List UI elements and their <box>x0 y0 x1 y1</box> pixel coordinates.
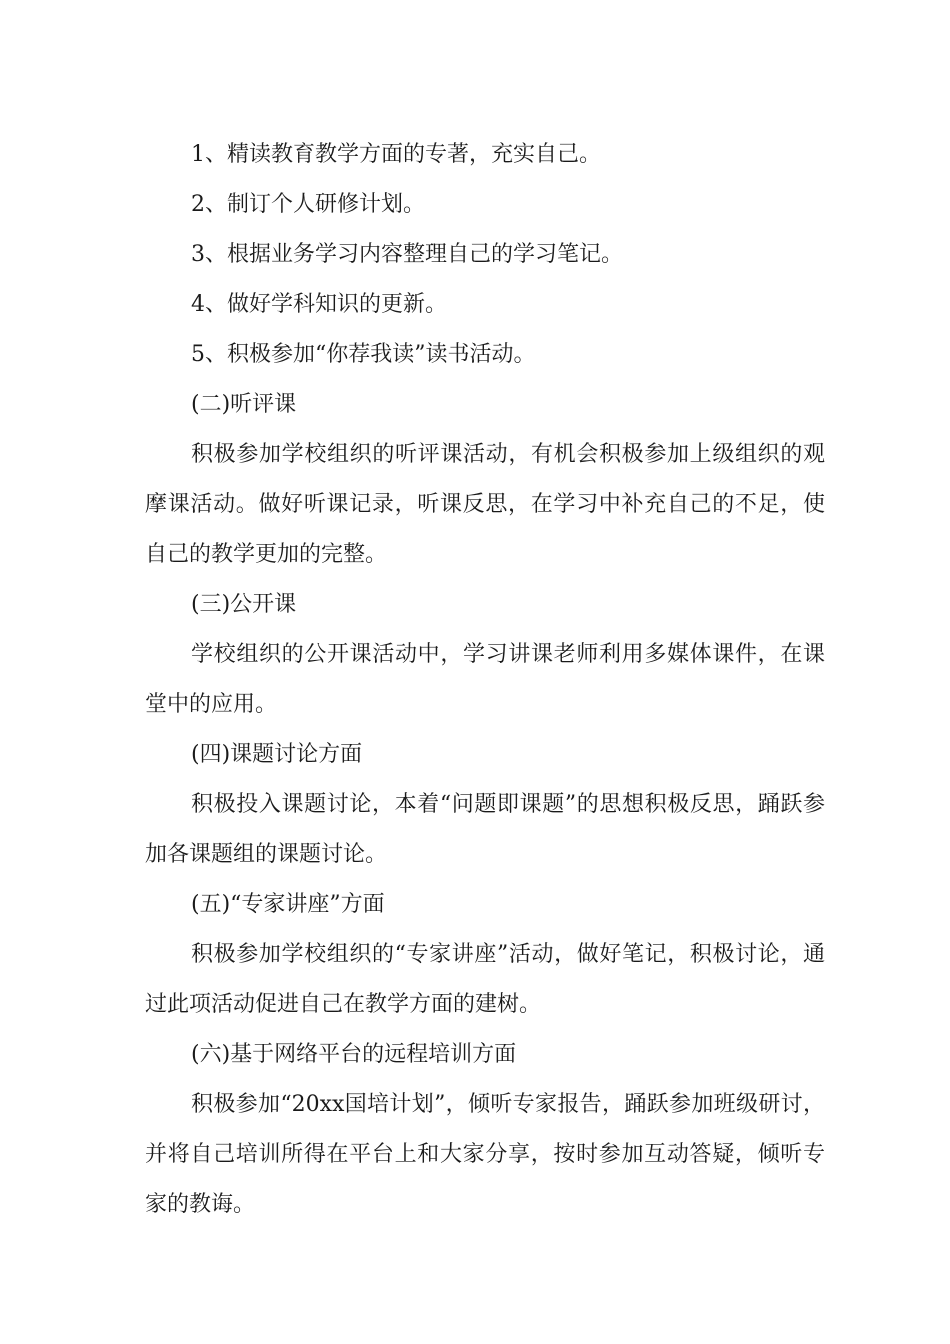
section-body-4: 积极投入课题讨论，本着“问题即课题”的思想积极反思，踊跃参加各课题组的课题讨论。 <box>145 792 825 867</box>
section-body-3: 学校组织的公开课活动中，学习讲课老师利用多媒体课件，在课堂中的应用。 <box>145 642 825 717</box>
list-item-5: 5、积极参加“你荐我读”读书活动。 <box>191 342 536 367</box>
section-heading-3: (三)公开课 <box>191 592 297 617</box>
section-heading-5: (五)“专家讲座”方面 <box>191 892 385 917</box>
document-body <box>145 130 825 1230</box>
section-heading-6: (六)基于网络平台的远程培训方面 <box>191 1042 517 1067</box>
section-heading-4: (四)课题讨论方面 <box>191 742 363 767</box>
section-body-6: 积极参加“20xx国培计划”，倾听专家报告，踊跃参加班级研讨，并将自己培训所得在平台上和大家分享，按时参加互动答疑，倾听专家的教诲。 <box>145 1092 825 1217</box>
section-body-2: 积极参加学校组织的听评课活动，有机会积极参加上级组织的观摩课活动。做好听课记录，听课反思，在学习中补充自己的不足，使自己的教学更加的完整。 <box>145 442 825 567</box>
section-heading-2: (二)听评课 <box>191 392 297 417</box>
list-item-2: 2、制订个人研修计划。 <box>191 192 425 217</box>
list-item-1: 1、精读教育教学方面的专著，充实自己。 <box>191 142 601 167</box>
list-item-3: 3、根据业务学习内容整理自己的学习笔记。 <box>191 242 623 267</box>
section-body-5: 积极参加学校组织的“专家讲座”活动，做好笔记，积极讨论，通过此项活动促进自己在教学方面的建树。 <box>145 942 825 1017</box>
list-item-4: 4、做好学科知识的更新。 <box>191 292 447 317</box>
